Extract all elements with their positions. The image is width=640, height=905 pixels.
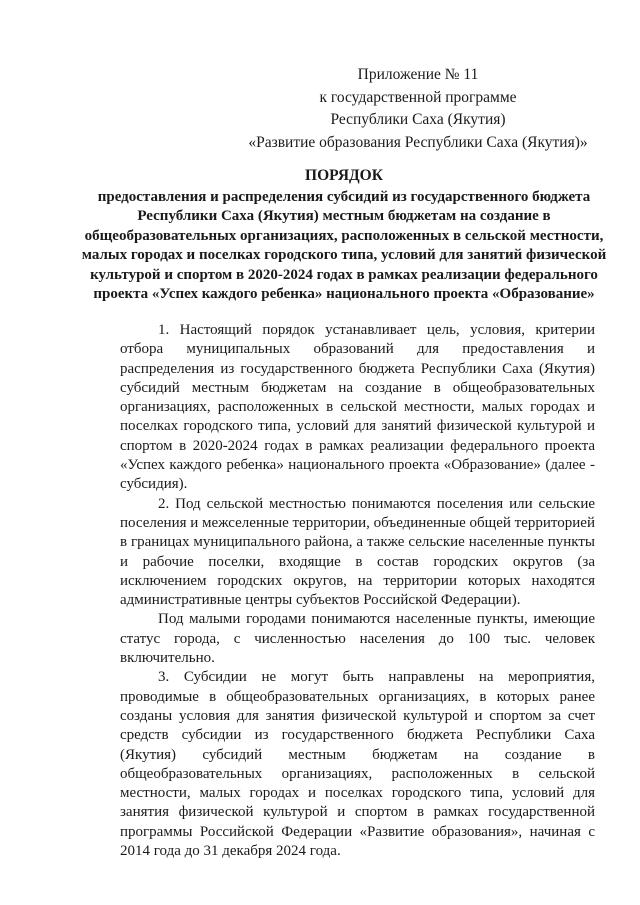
document-title-block: [80, 166, 608, 305]
paragraph-2: 2. Под сельской местностью понимаются поселения или сельские поселения и межселенные территории, объединенные общей территорией в границах муниципального района, а также сельские населенные пункты и рабочие поселки, входящие в состав городских округов (за исключением городских округов, на территории которых находятся административные центры субъектов Российской Федерации).: [120, 495, 595, 609]
appendix-number: Приложение № 11: [357, 66, 479, 83]
appendix-header: [248, 64, 588, 154]
paragraph-3: Под малыми городами понимаются населенные пункты, имеющие статус города, с численностью населения до 100 тыс. человек включительно.: [120, 611, 595, 667]
document-title: ПОРЯДОК: [305, 167, 383, 184]
paragraph-1: 1. Настоящий порядок устанавливает цель, условия, критерии отбора муниципальных образований для предоставления и распределения из государственного бюджета Республики Саха (Якутия) субсидий местным бюджетам на создание в общеобразовательных организациях, расположенных в сельской местности, малых городах и поселках городского типа, условий для занятий физической культурой и спортом в 2020-2024 годах в рамках реализации федерального проекта «Успех каждого ребенка» национального проекта «Образование» (далее - субсидия).: [120, 322, 595, 493]
document-body: [120, 321, 595, 861]
document-subtitle: предоставления и распределения субсидий из государственного бюджета Республики Саха (Якутия) местным бюджетам на создание в общеобразовательных организациях, расположенных в сельской местности, малых городах и поселках городского типа, условий для занятий физической культурой и спортом в 2020-2024 годах в рамках реализации федерального проекта «Успех каждого ребенка» национального проекта «Образование»: [81, 188, 607, 302]
appendix-republic: Республики Саха (Якутия): [330, 111, 506, 128]
appendix-program-ref: к государственной программе: [319, 88, 517, 106]
paragraph-4: 3. Субсидии не могут быть направлены на мероприятия, проводимые в общеобразовательных организациях, в которых ранее созданы условия для занятия физической культурой и спортом за счет средств субсидии из государственного бюджета Республики Саха (Якутия) субсидий местным бюджетам на создание в общеобразовательных организациях, расположенных в сельской местности, малых городах и поселках городского типа, условий для занятия физической культурой и спортом в рамках государственной программы Российской Федерации «Развитие образования», начиная с 2014 года до 31 декабря 2024 года.: [120, 669, 595, 860]
appendix-program-name: «Развитие образования Республики Саха (Якутия)»: [248, 133, 588, 151]
